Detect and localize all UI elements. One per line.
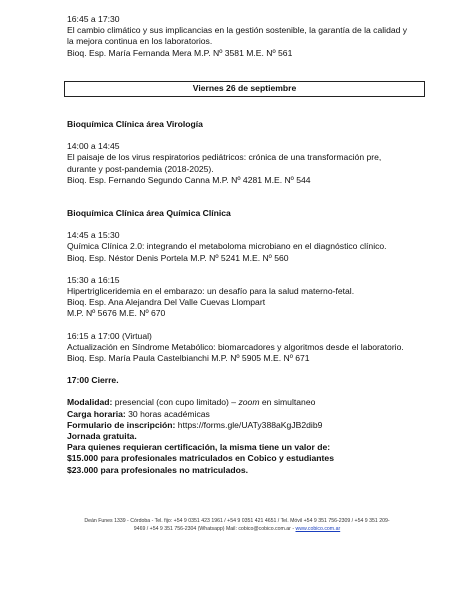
talk-title-line: El cambio climático y sus implicancias en la gestión sostenible, la garantía de la calidad y (67, 25, 408, 36)
closing-line: 17:00 Cierre. (67, 375, 119, 386)
footer-line (40, 526, 434, 534)
info-value: zoom (238, 397, 260, 408)
talk-title-line: El paisaje de los virus respiratorios pediátricos: crónica de una transformación pre, (67, 152, 382, 163)
talk-title-line: Hipertrigliceridemia en el embarazo: un desafío para la salud materno-fetal. (67, 286, 355, 297)
info-value: presencial (con cupo limitado) – (112, 397, 239, 408)
info-price: $15.000 para profesionales matriculados en Cobico y estudiantes (67, 453, 334, 464)
footer-contact: 9469 / +54 9 351 756-2304 (Whatsapp) Mail: cobico@cobico.com.ar - (133, 525, 296, 532)
talk-title-line: Actualización en Síndrome Metabólico: biomarcadores y algoritmos desde el laboratorio. (67, 341, 404, 352)
info-carga (67, 409, 417, 420)
talk-speaker: Bioq. Esp. María Paula Castelbianchi M.P. Nº 5905 M.E. Nº 671 (67, 353, 310, 364)
info-value: en simultaneo (259, 397, 316, 408)
info-modalidad (67, 397, 417, 408)
section-heading-virologia: Bioquímica Clínica área Virología (67, 119, 203, 130)
talk-speaker: Bioq. Esp. Néstor Denis Portela M.P. Nº 5241 M.E. Nº 560 (67, 252, 289, 263)
section-heading-quimica: Bioquímica Clínica área Química Clínica (67, 208, 231, 219)
talk-time: 15:30 a 16:15 (67, 274, 120, 285)
day-header: Viernes 26 de septiembre (64, 81, 425, 97)
info-value: 30 horas académicas (125, 408, 210, 419)
info-form (67, 420, 417, 431)
talk-time: 16:15 a 17:00 (Virtual) (67, 330, 152, 341)
info-label: Formulario de inscripción: (67, 419, 176, 430)
talk-title-line: durante y post-pandemia (2018-2025). (67, 163, 214, 174)
talk-title-line: Química Clínica 2.0: integrando el metaboloma microbiano en el diagnóstico clínico. (67, 241, 387, 252)
talk-time: 14:45 a 15:30 (67, 230, 120, 241)
footer-line: Deán Funes 1339 - Córdoba - Tel. fijo: +54 9 0351 423 1961 / +54 9 0351 421 4651 / Tel. Móvil +54 9 351 756-2309 / +54 9 351 209- (84, 518, 390, 524)
talk-time: 16:45 a 17:30 (67, 14, 120, 24)
talk-speaker: Bioq. Esp. Ana Alejandra Del Valle Cuevas Llompart (67, 297, 266, 308)
talk-speaker: Bioq. Esp. María Fernanda Mera M.P. Nº 3581 M.E. Nº 561 (67, 47, 293, 58)
talk-title-line: la mejora continua en los laboratorios. (67, 36, 213, 47)
info-price: $23.000 para profesionales no matriculados. (67, 464, 249, 475)
footer-website-link[interactable]: www.cobico.com.ar (295, 525, 341, 532)
talk-speaker: Bioq. Esp. Fernando Segundo Canna M.P. Nº 4281 M.E. Nº 544 (67, 174, 311, 185)
talk-time: 14:00 a 14:45 (67, 141, 120, 152)
info-cert: Para quienes requieran certificación, la misma tiene un valor de: (67, 442, 331, 453)
form-url[interactable]: https://forms.gle/UATy388aKgJB2dib9 (175, 419, 323, 430)
talk-speaker: M.P. Nº 5676 M.E. Nº 670 (67, 308, 166, 319)
info-label: Carga horaria: (67, 408, 126, 419)
info-label: Modalidad: (67, 397, 113, 408)
document-content (67, 14, 417, 476)
info-jornada: Jornada gratuita. (67, 431, 137, 442)
page-footer (40, 518, 434, 533)
